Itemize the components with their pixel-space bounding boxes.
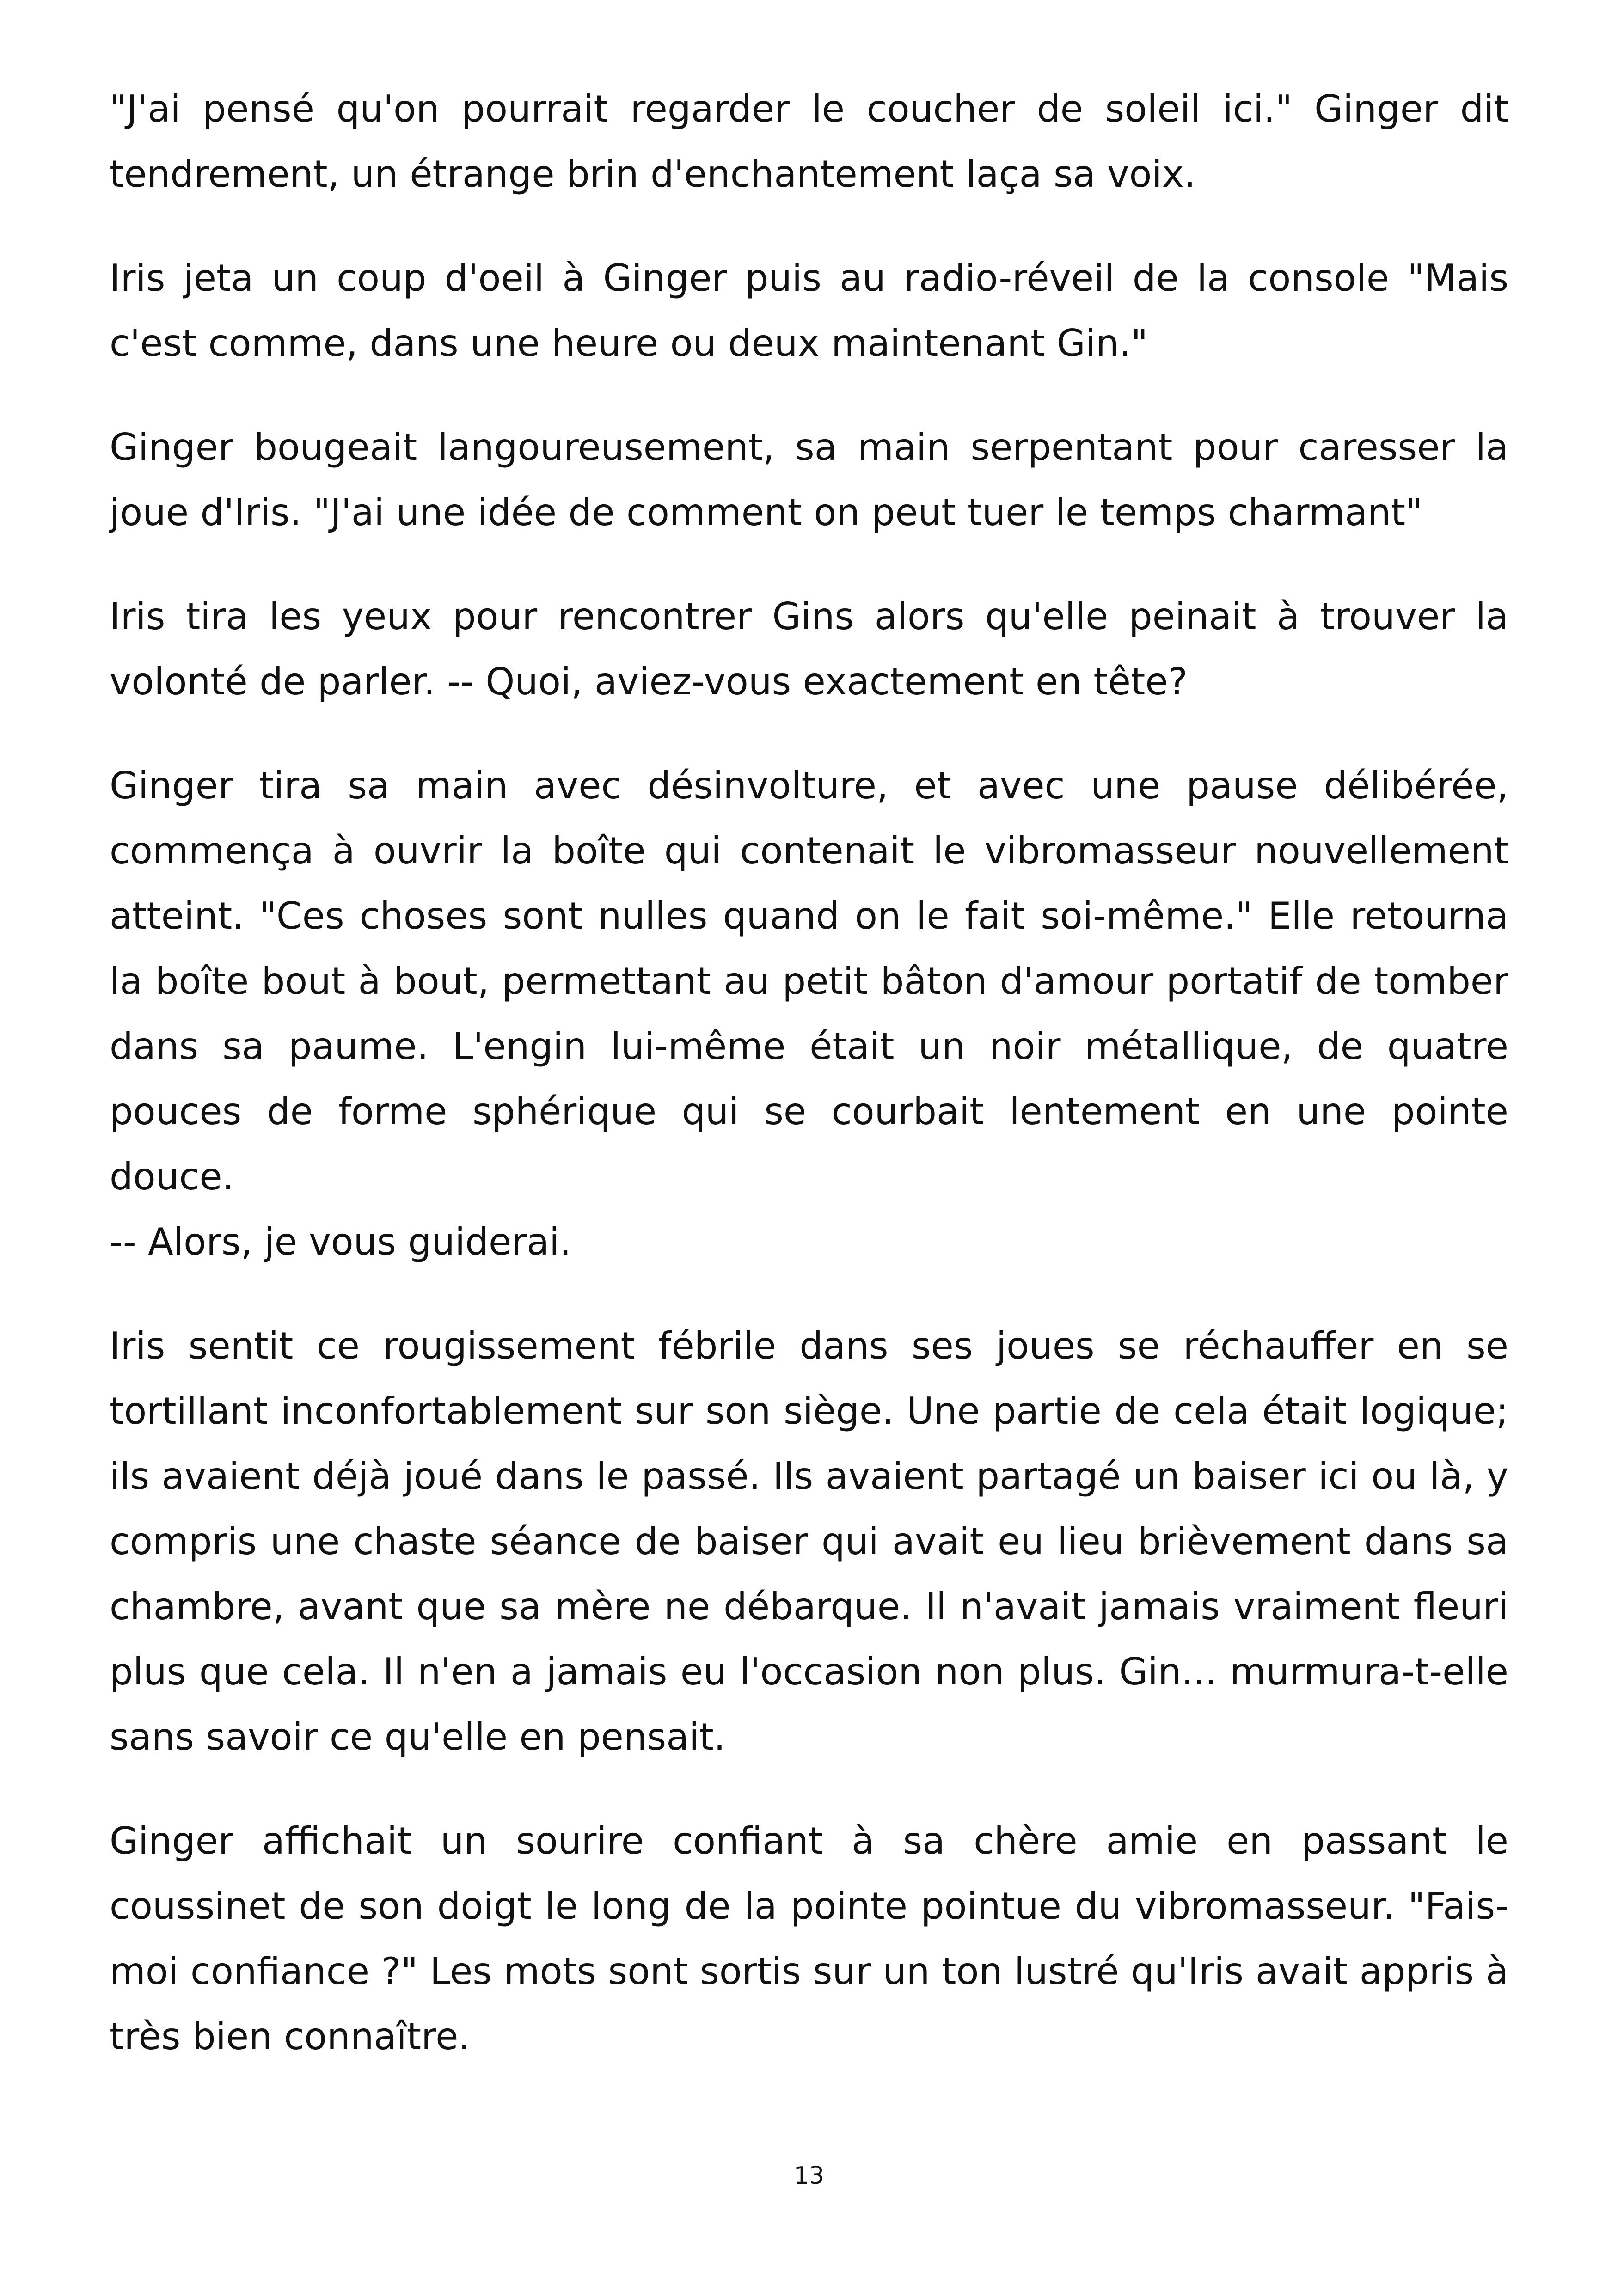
paragraph-5: Ginger tira sa main avec désinvolture, et avec une pause délibérée, commença à ouvrir la boîte qui contenait le vibromasseur nouvellement atteint. "Ces choses sont nulles quand on le fait soi-même." Elle retourna la boîte bout à bout, permettant au petit bâton d'amour portatif de tomber dans sa paume. L'engin lui-même était un noir métallique, de quatre pouces de forme sphérique qui se courbait lentement en une pointe douce. -- Alors, je vous guiderai. xyxy=(110,764,1508,1263)
page-number: 13 xyxy=(793,2162,825,2190)
body-text xyxy=(110,76,1508,2108)
paragraph-6: Iris sentit ce rougissement fébrile dans ses joues se réchauffer en se tortillant inconfortablement sur son siège. Une partie de cela était logique; ils avaient déjà joué dans le passé. Ils avaient partagé un baiser ici ou là, y compris une chaste séance de baiser qui avait eu lieu brièvement dans sa chambre, avant que sa mère ne débarque. Il n'avait jamais vraiment fleuri plus que cela. Il n'en a jamais eu l'occasion non plus. Gin... murmura-t-elle sans savoir ce qu'elle en pensait. xyxy=(110,1324,1508,1758)
paragraph-7: Ginger affichait un sourire confiant à sa chère amie en passant le coussinet de son doigt le long de la pointe pointue du vibromasseur. "Fais-moi confiance ?" Les mots sont sortis sur un ton lustré qu'Iris avait appris à très bien connaître. xyxy=(110,1819,1508,2058)
paragraph-1: "J'ai pensé qu'on pourrait regarder le coucher de soleil ici." Ginger dit tendrement, un étrange brin d'enchantement laça sa voix. xyxy=(110,87,1508,196)
paragraph-3: Ginger bougeait langoureusement, sa main serpentant pour caresser la joue d'Iris. "J'ai une idée de comment on peut tuer le temps charmant" xyxy=(110,426,1508,534)
paragraph-2: Iris jeta un coup d'oeil à Ginger puis au radio-réveil de la console "Mais c'est comme, dans une heure ou deux maintenant Gin." xyxy=(110,257,1508,365)
paragraph-4: Iris tira les yeux pour rencontrer Gins alors qu'elle peinait à trouver la volonté de parler. -- Quoi, aviez-vous exactement en tête? xyxy=(110,595,1508,703)
